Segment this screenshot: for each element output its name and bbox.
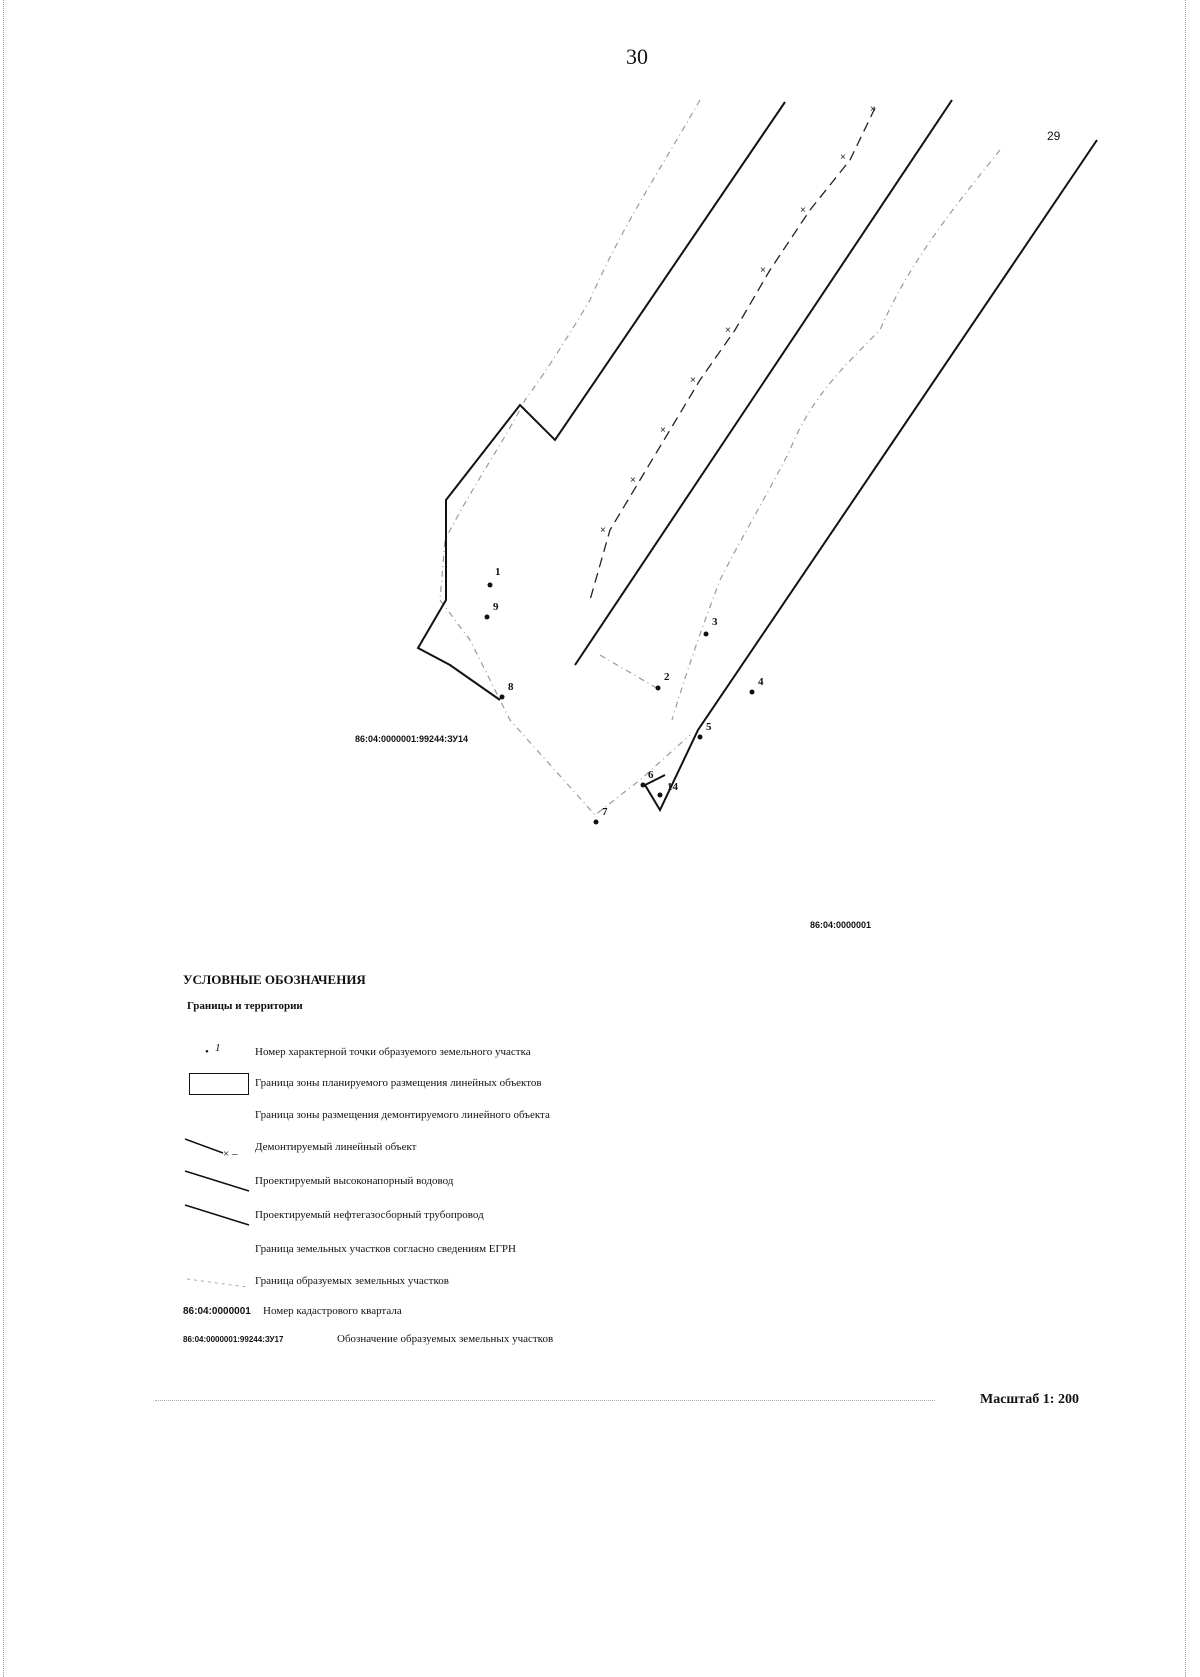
oil-pipeline-symbol [183,1203,253,1227]
demolished-line-symbol [183,1135,253,1159]
legend-item: 86:04:0000001:99244:ЗУ17 Обозначение образуемых земельных участков [183,1333,554,1345]
legend-item: Граница зоны размещения демонтируемого линейного объекта [183,1102,550,1128]
egrn-boundary-left [440,100,700,600]
bottom-divider [155,1400,935,1401]
point-label: 9 [493,601,499,613]
legend-item: Проектируемый нефтегазосборный трубопровод [183,1202,484,1228]
formed-plot-boundary [440,600,690,815]
quarter-label: 86:04:0000001 [810,920,872,930]
svg-text:×: × [630,475,636,486]
svg-text:×: × [760,265,766,276]
svg-text:×: × [660,425,666,436]
legend [183,972,1083,1345]
point-label: 3 [712,616,718,628]
legend-title: УСЛОВНЫЕ ОБОЗНАЧЕНИЯ [183,972,366,987]
svg-text:× –: × – [223,1148,238,1159]
plot-label: 86:04:0000001:99244:ЗУ14 [355,734,468,744]
formed-plot-boundary-symbol [183,1269,253,1293]
legend-subtitle: Границы и территории [187,1000,303,1012]
planned-zone-outer-right [645,140,1097,810]
plot-symbol: 86:04:0000001:99244:ЗУ17 [183,1334,284,1344]
planned-zone-inner [575,100,952,665]
egrn-boundary-right [672,150,1000,720]
demolished-linear-object [590,108,875,600]
point-label: 5 [706,721,712,733]
quarter-symbol: 86:04:0000001 [183,1305,251,1317]
svg-text:×: × [600,525,606,536]
point-label: 2 [664,671,670,683]
point-label: 4 [758,676,764,688]
page-number: 30 [626,44,648,69]
point-label: 14 [667,781,678,793]
legend-item: Граница образуемых земельных участков [183,1268,449,1294]
point-label: 6 [648,769,654,781]
point-label: 8 [508,681,514,693]
svg-text:×: × [800,205,806,216]
svg-text:×: × [840,152,846,163]
legend-item: × – Демонтируемый линейный объект [183,1134,417,1160]
sheet-ref-label: 29 [1047,129,1061,143]
svg-text:×: × [870,104,876,115]
water-pipeline-symbol [183,1169,253,1193]
zone-rectangle-symbol [183,1071,253,1095]
legend-item: Граница зоны планируемого размещения линейных объектов [183,1070,542,1096]
scale-label: Масштаб 1: 200 [980,1392,1079,1407]
legend-item: Проектируемый высоконапорный водовод [183,1168,453,1194]
point-label: 7 [602,806,608,818]
svg-text:×: × [690,375,696,386]
legend-item: • 1 Номер характерной точки образуемого земельного участка [183,1039,531,1065]
formed-plot-inner [600,655,660,690]
point-label: 1 [495,566,501,578]
planned-zone-outer-left [418,102,785,700]
demolished-object-markers [600,104,876,536]
legend-item: 86:04:0000001 Номер кадастрового квартала [183,1305,402,1317]
egrn-boundary-symbol [183,1237,253,1261]
legend-item: Граница земельных участков согласно сведениям ЕГРН [183,1236,516,1262]
point-symbol: • 1 [205,1042,221,1058]
svg-text:×: × [725,325,731,336]
demolition-zone-symbol [183,1103,253,1127]
